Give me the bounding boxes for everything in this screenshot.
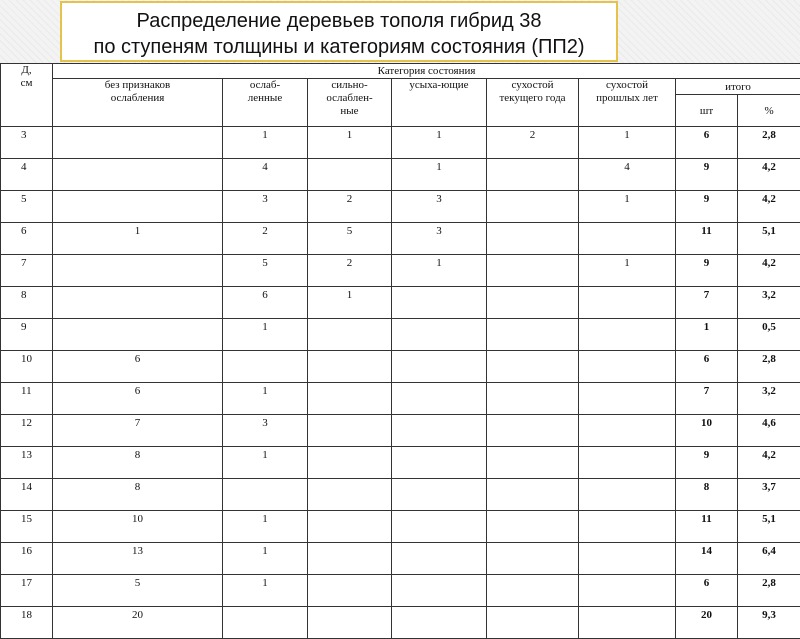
cell-cat-dead-past <box>579 415 676 447</box>
distribution-table <box>0 63 800 639</box>
cell-d-value: 13 <box>1 447 53 479</box>
cell-cat-dead-current <box>487 383 579 415</box>
cell-cat-weakened: 1 <box>223 447 308 479</box>
cell-total-count: 7 <box>676 287 738 319</box>
cell-cat-healthy <box>53 191 223 223</box>
table-row <box>1 127 800 159</box>
cell-cat-severely-weakened: 5 <box>308 223 392 255</box>
cell-cat-healthy: 8 <box>53 479 223 511</box>
cell-total-count: 6 <box>676 351 738 383</box>
cell-total-percent: 5,1 <box>738 223 800 255</box>
cell-cat-severely-weakened <box>308 607 392 639</box>
header-cat-weakened-line-1: ослаб- <box>225 79 305 92</box>
cell-cat-dead-current <box>487 479 579 511</box>
table-body <box>1 127 800 639</box>
header-cat-dead-past <box>579 79 676 127</box>
cell-total-count: 1 <box>676 319 738 351</box>
cell-cat-severely-weakened <box>308 159 392 191</box>
cell-cat-drying <box>392 447 487 479</box>
cell-cat-dead-past: 1 <box>579 191 676 223</box>
cell-total-percent: 4,2 <box>738 255 800 287</box>
cell-cat-weakened: 1 <box>223 575 308 607</box>
header-d-line-2: см <box>3 77 50 90</box>
cell-cat-severely-weakened <box>308 479 392 511</box>
cell-total-count: 14 <box>676 543 738 575</box>
cell-cat-healthy: 10 <box>53 511 223 543</box>
cell-d-value: 8 <box>1 287 53 319</box>
cell-cat-dead-current <box>487 543 579 575</box>
header-cat-severely-line-1: сильно- <box>310 79 389 92</box>
cell-cat-dead-current <box>487 575 579 607</box>
cell-total-percent: 2,8 <box>738 351 800 383</box>
cell-d-value: 6 <box>1 223 53 255</box>
cell-cat-dead-past <box>579 383 676 415</box>
cell-cat-weakened: 1 <box>223 511 308 543</box>
cell-cat-severely-weakened <box>308 511 392 543</box>
cell-total-count: 9 <box>676 255 738 287</box>
header-d-line-1: Д, <box>3 64 50 77</box>
cell-d-value: 7 <box>1 255 53 287</box>
cell-cat-drying <box>392 287 487 319</box>
cell-total-count: 9 <box>676 191 738 223</box>
header-total-percent: % <box>738 95 800 127</box>
cell-d-value: 15 <box>1 511 53 543</box>
header-cat-severely-line-2: ослаблен- <box>310 92 389 105</box>
cell-total-count: 9 <box>676 159 738 191</box>
header-cat-healthy-line-2: ослабления <box>55 92 220 105</box>
cell-cat-weakened: 1 <box>223 127 308 159</box>
cell-cat-drying: 3 <box>392 191 487 223</box>
cell-cat-dead-past: 4 <box>579 159 676 191</box>
cell-cat-severely-weakened <box>308 319 392 351</box>
cell-cat-healthy: 5 <box>53 575 223 607</box>
cell-cat-dead-past <box>579 511 676 543</box>
cell-cat-severely-weakened <box>308 447 392 479</box>
table-row <box>1 383 800 415</box>
table-row <box>1 287 800 319</box>
cell-cat-drying <box>392 511 487 543</box>
cell-total-count: 6 <box>676 575 738 607</box>
cell-d-value: 4 <box>1 159 53 191</box>
table-row <box>1 159 800 191</box>
cell-d-value: 17 <box>1 575 53 607</box>
cell-cat-weakened: 1 <box>223 319 308 351</box>
title-line-2: по ступеням толщины и категориям состояния (ПП2) <box>62 34 616 60</box>
table-row <box>1 511 800 543</box>
table-row <box>1 351 800 383</box>
cell-cat-dead-past <box>579 287 676 319</box>
cell-cat-healthy <box>53 319 223 351</box>
cell-cat-dead-current <box>487 607 579 639</box>
table-row <box>1 191 800 223</box>
cell-total-count: 10 <box>676 415 738 447</box>
table-row <box>1 319 800 351</box>
cell-cat-healthy: 6 <box>53 383 223 415</box>
cell-total-count: 7 <box>676 383 738 415</box>
cell-cat-severely-weakened: 2 <box>308 255 392 287</box>
cell-cat-dead-past <box>579 319 676 351</box>
header-cat-dead-current <box>487 79 579 127</box>
cell-cat-drying <box>392 319 487 351</box>
table-row <box>1 479 800 511</box>
cell-cat-dead-current <box>487 287 579 319</box>
cell-cat-dead-current <box>487 255 579 287</box>
cell-cat-weakened: 1 <box>223 543 308 575</box>
cell-cat-healthy: 8 <box>53 447 223 479</box>
cell-total-percent: 4,6 <box>738 415 800 447</box>
cell-cat-dead-past <box>579 479 676 511</box>
cell-cat-weakened: 2 <box>223 223 308 255</box>
cell-cat-drying: 1 <box>392 159 487 191</box>
header-cat-severely-weakened <box>308 79 392 127</box>
cell-total-percent: 2,8 <box>738 575 800 607</box>
cell-cat-healthy <box>53 159 223 191</box>
cell-d-value: 11 <box>1 383 53 415</box>
cell-cat-healthy: 6 <box>53 351 223 383</box>
table-row <box>1 223 800 255</box>
cell-total-count: 9 <box>676 447 738 479</box>
header-cat-severely-line-3: ные <box>310 105 389 118</box>
cell-cat-dead-past <box>579 223 676 255</box>
cell-total-percent: 3,2 <box>738 287 800 319</box>
cell-cat-weakened: 3 <box>223 415 308 447</box>
cell-cat-drying <box>392 575 487 607</box>
cell-d-value: 5 <box>1 191 53 223</box>
cell-d-value: 12 <box>1 415 53 447</box>
cell-total-count: 20 <box>676 607 738 639</box>
cell-cat-drying <box>392 383 487 415</box>
cell-d-value: 16 <box>1 543 53 575</box>
cell-cat-severely-weakened <box>308 383 392 415</box>
cell-cat-drying <box>392 351 487 383</box>
header-cat-drying-line-1: усыха-ющие <box>394 79 484 92</box>
header-cat-healthy-line-1: без признаков <box>55 79 220 92</box>
cell-cat-healthy <box>53 255 223 287</box>
header-cat-weakened-line-2: ленные <box>225 92 305 105</box>
slide-title <box>60 1 618 62</box>
header-cat-healthy <box>53 79 223 127</box>
cell-total-count: 11 <box>676 223 738 255</box>
cell-cat-dead-past <box>579 575 676 607</box>
cell-cat-dead-current <box>487 223 579 255</box>
cell-cat-weakened <box>223 607 308 639</box>
cell-total-percent: 2,8 <box>738 127 800 159</box>
cell-cat-severely-weakened <box>308 575 392 607</box>
cell-cat-weakened: 5 <box>223 255 308 287</box>
cell-total-percent: 6,4 <box>738 543 800 575</box>
cell-cat-weakened: 1 <box>223 383 308 415</box>
header-cat-dead-current-line-1: сухостой <box>489 79 576 92</box>
cell-cat-dead-current: 2 <box>487 127 579 159</box>
header-cat-drying <box>392 79 487 127</box>
title-line-1: Распределение деревьев тополя гибрид 38 <box>62 8 616 34</box>
cell-cat-dead-current <box>487 447 579 479</box>
cell-cat-drying <box>392 543 487 575</box>
cell-cat-dead-past: 1 <box>579 255 676 287</box>
cell-cat-severely-weakened: 2 <box>308 191 392 223</box>
cell-total-percent: 3,2 <box>738 383 800 415</box>
cell-total-percent: 4,2 <box>738 159 800 191</box>
cell-cat-drying <box>392 607 487 639</box>
header-category-group: Категория состояния <box>53 64 800 79</box>
cell-cat-severely-weakened <box>308 415 392 447</box>
cell-cat-healthy <box>53 287 223 319</box>
table-row <box>1 447 800 479</box>
cell-cat-drying <box>392 479 487 511</box>
cell-cat-dead-past <box>579 447 676 479</box>
cell-cat-severely-weakened <box>308 543 392 575</box>
cell-total-percent: 4,2 <box>738 447 800 479</box>
cell-d-value: 18 <box>1 607 53 639</box>
header-row-2 <box>1 79 800 95</box>
table-row <box>1 415 800 447</box>
cell-total-percent: 4,2 <box>738 191 800 223</box>
cell-total-count: 11 <box>676 511 738 543</box>
table-row <box>1 255 800 287</box>
cell-cat-drying: 1 <box>392 127 487 159</box>
cell-cat-dead-current <box>487 511 579 543</box>
cell-cat-dead-past <box>579 543 676 575</box>
cell-cat-weakened: 3 <box>223 191 308 223</box>
cell-total-percent: 0,5 <box>738 319 800 351</box>
cell-cat-severely-weakened: 1 <box>308 287 392 319</box>
cell-cat-weakened <box>223 479 308 511</box>
header-cat-dead-past-line-2: прошлых лет <box>581 92 673 105</box>
header-cat-dead-current-line-2: текущего года <box>489 92 576 105</box>
cell-cat-dead-past <box>579 607 676 639</box>
cell-cat-drying: 1 <box>392 255 487 287</box>
header-cat-dead-past-line-1: сухостой <box>581 79 673 92</box>
cell-cat-healthy <box>53 127 223 159</box>
cell-d-value: 14 <box>1 479 53 511</box>
cell-total-count: 8 <box>676 479 738 511</box>
cell-cat-weakened: 4 <box>223 159 308 191</box>
cell-total-count: 6 <box>676 127 738 159</box>
cell-cat-dead-current <box>487 415 579 447</box>
cell-cat-severely-weakened <box>308 351 392 383</box>
cell-cat-dead-current <box>487 159 579 191</box>
cell-cat-dead-past <box>579 351 676 383</box>
cell-d-value: 10 <box>1 351 53 383</box>
cell-d-value: 9 <box>1 319 53 351</box>
cell-cat-dead-current <box>487 351 579 383</box>
cell-total-percent: 5,1 <box>738 511 800 543</box>
cell-cat-healthy: 7 <box>53 415 223 447</box>
table-row <box>1 543 800 575</box>
cell-cat-weakened <box>223 351 308 383</box>
header-cat-weakened <box>223 79 308 127</box>
table-row <box>1 607 800 639</box>
cell-cat-severely-weakened: 1 <box>308 127 392 159</box>
cell-cat-drying: 3 <box>392 223 487 255</box>
cell-total-percent: 9,3 <box>738 607 800 639</box>
header-d-cm <box>1 64 53 127</box>
cell-cat-drying <box>392 415 487 447</box>
cell-cat-healthy: 13 <box>53 543 223 575</box>
cell-cat-healthy: 20 <box>53 607 223 639</box>
table-row <box>1 575 800 607</box>
cell-total-percent: 3,7 <box>738 479 800 511</box>
header-total-count: шт <box>676 95 738 127</box>
cell-cat-weakened: 6 <box>223 287 308 319</box>
header-total-group: итого <box>676 79 800 95</box>
cell-cat-dead-past: 1 <box>579 127 676 159</box>
cell-cat-dead-current <box>487 319 579 351</box>
cell-cat-dead-current <box>487 191 579 223</box>
cell-cat-healthy: 1 <box>53 223 223 255</box>
cell-d-value: 3 <box>1 127 53 159</box>
header-row-1 <box>1 64 800 79</box>
